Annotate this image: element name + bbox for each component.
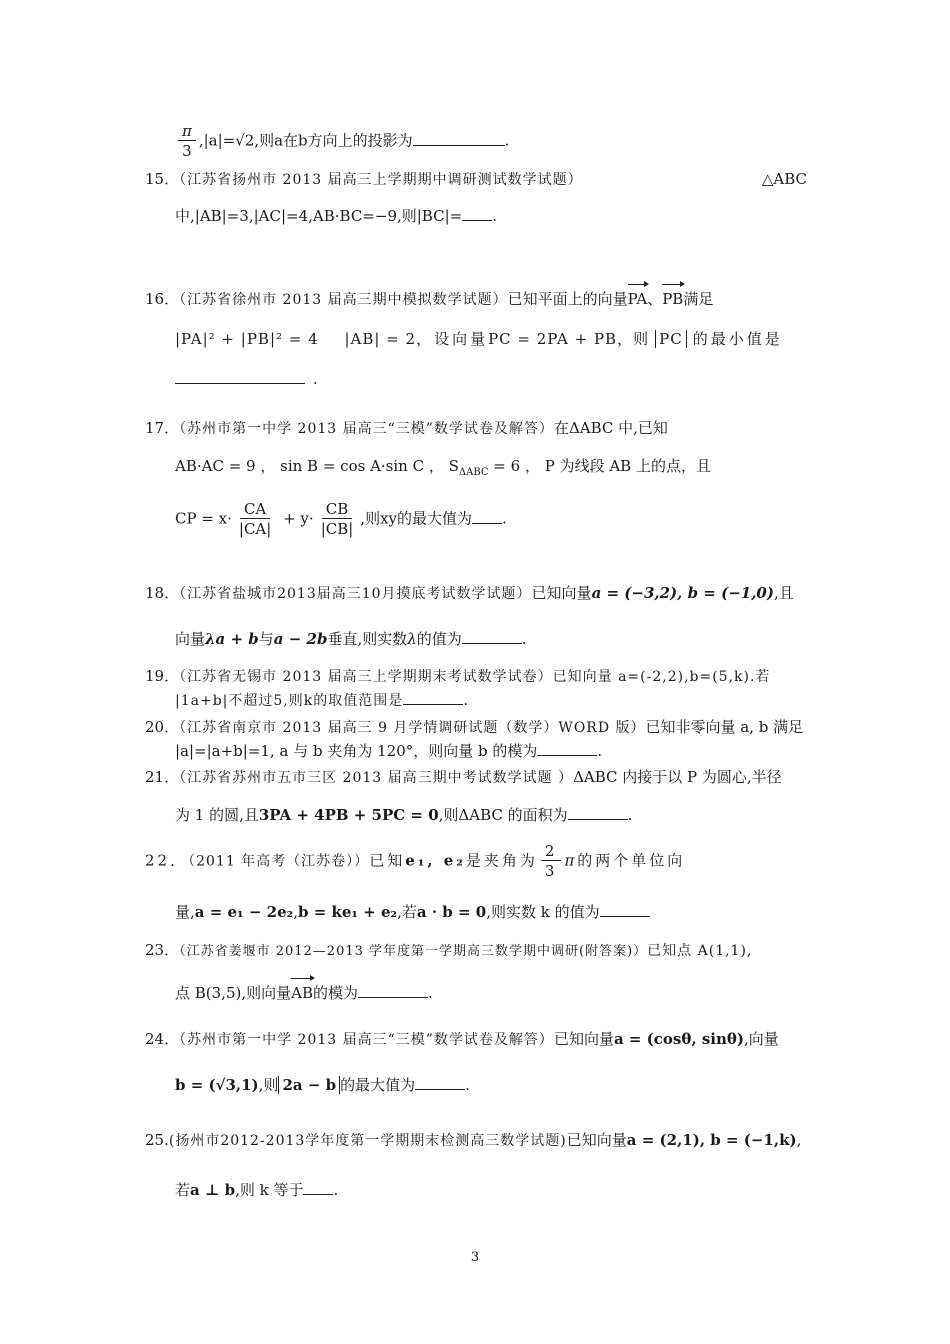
q16-vector-pa: PA [628, 283, 648, 310]
q18-perp: 垂直,则实数 [327, 630, 408, 648]
q20-line-1 [145, 716, 807, 739]
q15-tail: . [492, 207, 497, 225]
q20-line-2 [175, 740, 807, 762]
page-number: 3 [470, 1250, 480, 1265]
q14-answer-blank[interactable] [413, 131, 505, 146]
q24-eq-b: b = (√3,1) [175, 1076, 259, 1094]
q18-with: 与 [258, 630, 274, 648]
q20-text2: |a|=|a+b|=1, a 与 b 夹角为 120°，则向量 b 的模为 [175, 742, 538, 760]
q15-text: 中,|AB|=3,|AC|=4,AB·BC=−9,则|BC|= [175, 207, 463, 225]
q22-lead: 已知 [369, 851, 406, 870]
q25-number: 25. [145, 1131, 169, 1149]
q23-number: 23． [145, 941, 180, 959]
q23-line-2 [175, 977, 807, 1004]
q14-text: ,|a|=√2,则a在b方向上的投影为 [198, 131, 413, 150]
q20-answer-blank[interactable] [537, 741, 597, 756]
q18-v1: λa + b [205, 630, 259, 648]
q25-perp: a ⊥ b [190, 1181, 236, 1199]
q16-answer-blank[interactable] [175, 369, 305, 384]
q24-source: （苏州市第一中学 2013 届高三“三模”数学试卷及解答） [179, 1032, 554, 1048]
q17-lead: 在ΔABC 中,已知 [553, 419, 668, 437]
q22-ask: ,则实数 k 的值为 [486, 903, 600, 921]
q16-vector-pb: PB [662, 283, 683, 310]
q18-answer-blank[interactable] [462, 629, 522, 644]
q19-text1: 已知向量 a=(-2,2),b=(5,k).若 [552, 669, 771, 685]
q24-number: 24． [145, 1030, 180, 1048]
q14-tail: . [504, 131, 510, 150]
q23-source: （江苏省姜堰市 2012—2013 学年度第一学期高三数学期中调研(附答案)） [179, 944, 648, 959]
q25-line-2 [175, 1179, 807, 1201]
q21-text2b: ,则ΔABC 的面积为 [438, 806, 568, 824]
q17-eq-a: AB·AC = 9 ， sin B = cos A·sin C ， S [175, 457, 459, 475]
q18-and: ,且 [773, 584, 794, 602]
q15-answer-blank[interactable] [462, 206, 492, 221]
q18-line-1 [145, 582, 807, 605]
q25-lead: 已知向量 [566, 1131, 627, 1149]
q24-lead: 已知向量 [553, 1030, 614, 1048]
q22-comma: , [293, 903, 298, 921]
q21-number: 21． [145, 768, 180, 786]
q23-text1: 已知点 A(1,1), [647, 943, 753, 959]
q17-sub: ΔABC [458, 467, 489, 478]
q22-e-vectors: e₁, e₂ [405, 851, 466, 870]
q22-number: 22． [145, 851, 189, 870]
q17-source: （苏州市第一中学 2013 届高三“三模”数学试卷及解答） [179, 421, 554, 437]
q23-vector-ab: AB [291, 977, 313, 1004]
q23-answer-blank[interactable] [358, 983, 428, 998]
q24-then: ,则 [258, 1076, 279, 1094]
q17-frac-b-den: |CB| [320, 520, 354, 538]
q18-prefix: 向量 [175, 630, 206, 648]
q19-source: （江苏省无锡市 2013 届高三上学期期末考试数学试卷） [179, 669, 553, 685]
q22-cond: ,若 [397, 903, 417, 921]
q14-frac-num: π [178, 122, 196, 141]
q14-frac-den: 3 [182, 142, 192, 160]
q23-line-1 [145, 939, 807, 963]
q24-line-1 [145, 1028, 807, 1051]
q16-line-1 [145, 283, 807, 311]
q15-source: （江苏省扬州市 2013 届高三上学期期中调研测试数学试题） [179, 172, 583, 188]
q23-text2a: 点 B(3,5),则向量 [175, 984, 292, 1002]
q22-pi: π [564, 851, 578, 870]
q18-lead: 已知向量 [531, 584, 592, 602]
q14-fraction [178, 122, 196, 161]
q22-frac-den: 3 [544, 862, 558, 880]
q21-text1: ΔABC 内接于以 P 为圆心,半径 [573, 768, 782, 786]
q20-tail: . [597, 742, 603, 760]
q17-ask: ,则xy的最大值为 [360, 509, 472, 528]
q19-tail: . [463, 691, 469, 709]
q16-abs-pc: PC [655, 330, 687, 348]
q25-line-1 [145, 1129, 807, 1152]
q16-lead2: 满足 [683, 290, 714, 308]
q25-ask: ,则 k 等于 [235, 1181, 304, 1199]
q21-answer-blank[interactable] [568, 805, 628, 820]
q17-plus: + y· [278, 509, 314, 528]
q18-number: 18． [145, 584, 180, 602]
q16-ask: 的最小值是 [692, 330, 783, 348]
q17-line-2 [175, 455, 807, 484]
q21-line-2 [175, 804, 807, 826]
q14-line [175, 122, 807, 162]
q16-sep: 、 [647, 290, 663, 308]
q22-fraction [541, 842, 562, 881]
q22-is: 是夹角为 [465, 851, 538, 870]
q17-line-3 [175, 500, 807, 550]
q25-end: , [796, 1131, 802, 1149]
q21-eq: 3PA + 4PB + 5PC = 0 [258, 806, 439, 824]
q16-then: ，则 [617, 330, 650, 348]
q25-source: (扬州市2012-2013学年度第一学期期末检测高三数学试题) [168, 1133, 567, 1149]
q22-answer-blank[interactable] [600, 902, 650, 917]
q25-answer-blank[interactable] [303, 1180, 333, 1195]
q16-eq3: PC = 2PA + PB [488, 330, 618, 348]
q22-eq3: a · b = 0 [416, 903, 487, 921]
q16-line-2 [175, 328, 807, 350]
q24-line-2 [175, 1074, 807, 1096]
q24-eq: a = (cosθ, sinθ) [613, 1030, 744, 1048]
q18-tail: . [521, 630, 527, 648]
q16-eq1: |PA|² + |PB|² = 4 [175, 330, 319, 348]
q17-tail: . [502, 509, 507, 528]
q17-frac-a-num: CA [240, 500, 270, 519]
q20-source: （江苏省南京市 2013 届高三 9 月学情调研试题（数学）WORD 版） [179, 720, 646, 736]
q18-eq: a = (−3,2), b = (−1,0) [591, 584, 774, 602]
q24-rest: ,向量 [743, 1030, 779, 1048]
q23-text2b: 的模为 [312, 984, 358, 1002]
q20-number: 20． [145, 718, 180, 736]
q17-number: 17． [145, 419, 180, 437]
q24-tail: . [465, 1076, 470, 1094]
q22-rest1: 的两个单位向 [577, 851, 686, 870]
q18-line-2 [175, 628, 807, 650]
q22-eq2: b = ke₁ + e₂ [297, 903, 398, 921]
q23-tail: . [428, 984, 433, 1002]
q21-tail: . [627, 806, 633, 824]
q22-frac-num: 2 [541, 842, 562, 861]
q22-prefix: 量, [175, 903, 195, 921]
q17-cp: CP = x· [175, 509, 232, 528]
q25-eq: a = (2,1), b = (−1,k) [626, 1131, 797, 1149]
q19-text2: |1a+b|不超过5,则k的取值范围是 [175, 693, 404, 709]
q19-line-1 [145, 665, 807, 688]
q25-prefix: 若 [175, 1181, 191, 1199]
q17-line-1 [145, 417, 807, 440]
q18-source: （江苏省盐城市2013届高三10月摸底考试数学试题） [179, 586, 532, 602]
q15-line-1 [145, 168, 807, 191]
q16-number: 16． [145, 290, 180, 308]
q18-lambda: λ [407, 630, 417, 648]
q21-text2a: 为 1 的圆,且 [175, 806, 259, 824]
q16-line-3 [175, 368, 807, 390]
q22-eq1: a = e₁ − 2e₂ [194, 903, 294, 921]
q15-number: 15． [145, 170, 180, 188]
q16-tail: . [313, 370, 318, 388]
q22-line-2 [175, 901, 807, 923]
q16-source: （江苏省徐州市 2013 届高三期中模拟数学试题） [179, 292, 508, 308]
q21-line-1 [145, 766, 807, 789]
q17-frac-a-den: |CA| [238, 520, 272, 538]
q17-eq-b: = 6 ， P 为线段 AB 上的点，且 [488, 457, 711, 475]
q15-lead: △ABC [761, 170, 807, 188]
q15-line-2 [175, 205, 807, 227]
q17-frac-a [235, 500, 275, 539]
q24-abs: 2a − b [278, 1076, 340, 1094]
q21-source: （江苏省苏州市五市三区 2013 届高三期中考试数学试题 ） [179, 770, 574, 786]
q22-line-1 [145, 842, 807, 886]
q18-v2: a − 2b [273, 630, 328, 648]
q24-ask: 的最大值为 [340, 1076, 416, 1094]
q19-number: 19． [145, 667, 180, 685]
q20-text1: 已知非零向量 a, b 满足 [645, 718, 804, 736]
q25-tail: . [333, 1181, 339, 1199]
q16-lead: 已知平面上的向量 [507, 290, 628, 308]
q16-mid: ，设向量 [416, 330, 489, 348]
q17-frac-b-num: CB [322, 500, 353, 519]
q18-ask: 的值为 [416, 630, 462, 648]
q19-line-2 [175, 689, 807, 712]
q17-answer-blank[interactable] [472, 509, 502, 524]
q17-frac-b [317, 500, 358, 539]
q16-eq2: |AB| = 2 [344, 330, 417, 348]
q22-source: （2011 年高考（江苏卷）） [188, 853, 370, 870]
q19-answer-blank[interactable] [403, 690, 463, 705]
q24-answer-blank[interactable] [415, 1075, 465, 1090]
